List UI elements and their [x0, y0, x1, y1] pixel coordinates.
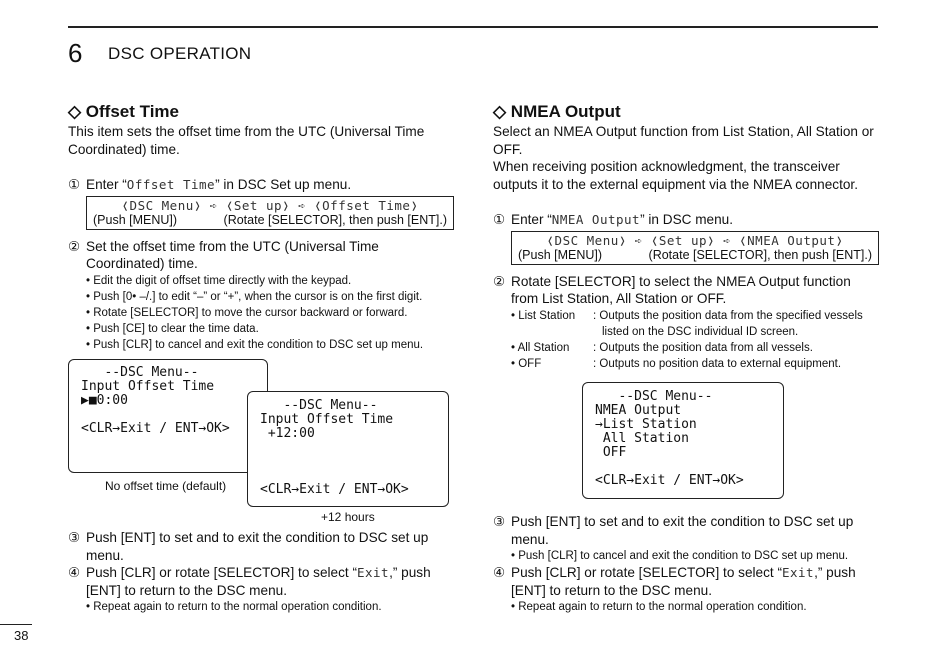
list-item: • OFF : Outputs no position data to external equipment.	[511, 357, 842, 370]
list-item: • Push [CE] to clear the time data.	[86, 322, 259, 335]
nmea-intro-1: Select an NMEA Output function from List Station, All Station or OFF.	[493, 124, 874, 157]
nmea-steps-end	[493, 513, 879, 615]
push-note: (Push [MENU])	[518, 247, 603, 262]
list-item: • Push [0• –/.] to edit “–” or “+”, when the cursor is on the first digit.	[86, 290, 423, 303]
step-2: ② Rotate [SELECTOR] to select the NMEA Output function from List Station, All Station or OFF.	[493, 273, 851, 306]
offset-time-intro: This item sets the offset time from the UTC (Universal Time Coordinated) time.	[68, 124, 425, 157]
offset-time-section	[68, 102, 454, 353]
page-number-rule	[0, 624, 32, 625]
lcd-screen-default: --DSC Menu-- Input Offset Time ▶■0:00 <CLR→Exit / ENT→OK>	[68, 359, 268, 473]
list-item: • Rotate [SELECTOR] to move the cursor backward or forward.	[86, 306, 408, 319]
push-note: (Push [MENU])	[93, 212, 178, 227]
step-1: ① Enter “NMEA Output” in DSC menu.	[493, 212, 734, 227]
menu-path: ❬DSC Menu❭ ➪ ❬Set up❭ ➪ ❬Offset Time❭	[121, 197, 419, 213]
chapter-title: DSC OPERATION	[108, 44, 252, 63]
chapter-number: 6	[68, 38, 83, 68]
lcd-screen-nmea: --DSC Menu-- NMEA Output →List Station All Station OFF <CLR→Exit / ENT→OK>	[582, 382, 784, 499]
step-2: ② Set the offset time from the UTC (Universal Time Coordinated) time.	[68, 238, 379, 271]
rotate-note: (Rotate [SELECTOR], then push [ENT].)	[648, 247, 872, 262]
rotate-note: (Rotate [SELECTOR], then push [ENT].)	[223, 212, 447, 227]
step-4: ④ Push [CLR] or rotate [SELECTOR] to select “Exit,” push [ENT] to return to the DSC menu.	[493, 565, 856, 598]
list-item: • Repeat again to return to the normal operation condition.	[511, 601, 807, 613]
nmea-output-heading: ◇ NMEA Output	[493, 102, 621, 121]
nmea-intro-2: When receiving position acknowledgment, the transceiver outputs it to the external equipment via the NMEA connector.	[493, 159, 858, 192]
lcd-text: NMEA Output	[551, 212, 641, 227]
list-item: • List Station : Outputs the position data from the specified vessels listed on the DSC individual ID screen.	[511, 309, 863, 338]
step-2-bullets	[68, 273, 454, 353]
caption-default: No offset time (default)	[105, 479, 227, 493]
list-item: • Push [CLR] to cancel and exit the condition to DSC set up menu.	[86, 338, 424, 351]
offset-time-heading: ◇ Offset Time	[68, 102, 180, 121]
list-item: • All Station : Outputs the position data from all vessels.	[511, 341, 813, 354]
step-1: ① Enter “Offset Time” in DSC Set up menu.	[68, 177, 352, 192]
caption-plus12: +12 hours	[321, 510, 375, 524]
list-item: • Push [CLR] to cancel and exit the condition to DSC set up menu.	[511, 550, 849, 562]
nmea-output-section	[493, 102, 879, 372]
step-3: ③ Push [ENT] to set and to exit the condition to DSC set up menu.	[68, 530, 429, 563]
menu-path: ❬DSC Menu❭ ➪ ❬Set up❭ ➪ ❬NMEA Output❭	[546, 232, 844, 248]
nmea-options	[493, 308, 879, 372]
offset-time-steps-end	[68, 529, 454, 615]
lcd-screen-plus12: --DSC Menu-- Input Offset Time +12:00 <CLR→Exit / ENT→OK>	[247, 391, 449, 507]
menu-path-box	[511, 231, 879, 265]
list-item: • Edit the digit of offset time directly with the keypad.	[86, 274, 352, 287]
menu-path-box	[86, 196, 454, 230]
header-rule	[68, 26, 878, 28]
lcd-text: Offset Time	[126, 177, 216, 192]
lcd-text: Exit	[356, 565, 390, 580]
step-4: ④ Push [CLR] or rotate [SELECTOR] to select “Exit,” push [ENT] to return to the DSC menu.	[68, 565, 431, 598]
list-item: • Repeat again to return to the normal operation condition.	[86, 601, 382, 613]
lcd-text: Exit	[781, 565, 815, 580]
step-3: ③ Push [ENT] to set and to exit the condition to DSC set up menu.	[493, 514, 854, 547]
page-number: 38	[14, 628, 29, 643]
